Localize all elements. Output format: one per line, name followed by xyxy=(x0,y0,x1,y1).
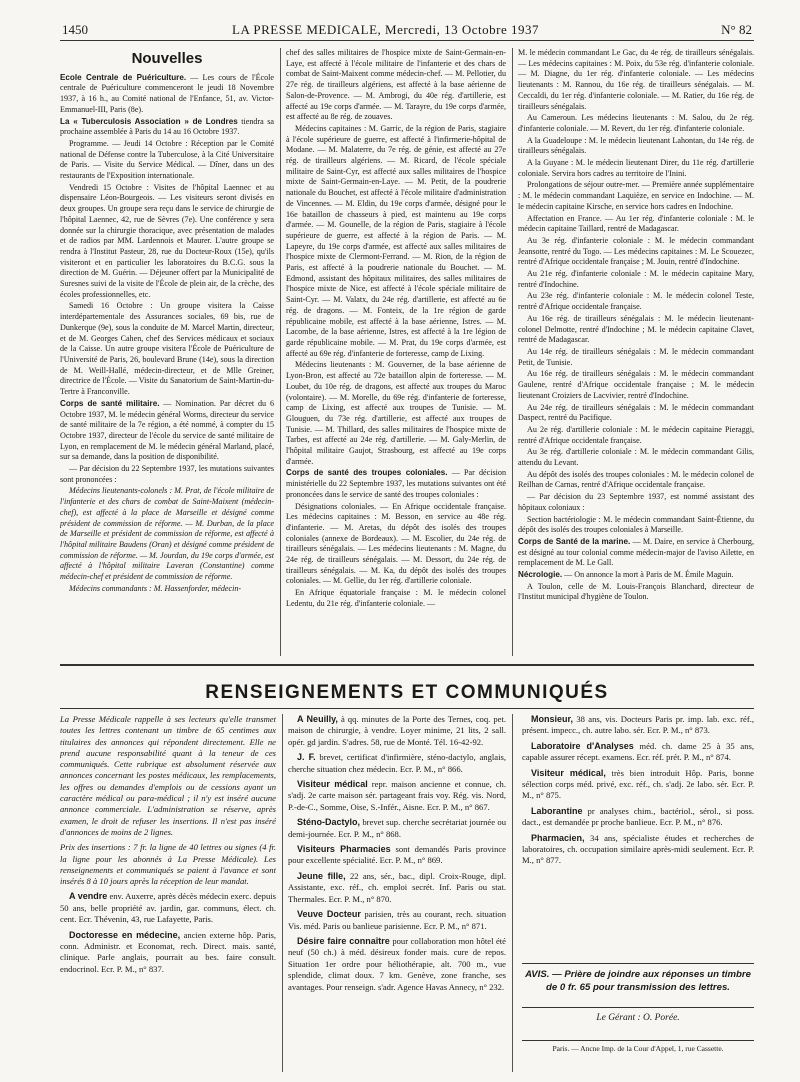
paragraph: — Par décision du 23 Septembre 1937, est nommé assistant des hôpitaux coloniaux : xyxy=(518,492,754,512)
classified-ad xyxy=(288,936,506,993)
paragraph: Médecins lieutenants-colonels : M. Prat, de l'école militaire de l'infanterie et des chars de combat de Saint-Maixent (médecin-chef), est affecté à la place de Marseille et désigné comme président de commission de réforme. — M. Durban, de la place de Marseille et président de commission de réforme, est affecté à l'hôpital militaire Baudens (Oran) et désigné comme président de commission de réforme. — M. Jourdan, du 19e corps d'armée, est affecté à l'hôpital militaire Laveran (Constantine) comme médecin-chef et président de commission de réforme. xyxy=(60,486,274,582)
column-2 xyxy=(286,48,506,656)
ad-text: parisien, très au courant, rech. situation Vis. méd. Paris ou banlieue parisienne. Ecr. P. M., n° 871. xyxy=(288,909,506,931)
paragraph: Au 2e rég. d'artillerie coloniale : M. le médecin capitaine Pieraggi, rentré d'Afrique occidentale française. xyxy=(518,424,754,445)
article-necrologie xyxy=(518,570,754,581)
classified-ad xyxy=(288,714,506,748)
ad-keyword: Visiteur médical, xyxy=(531,767,606,778)
column-3 xyxy=(518,48,754,656)
article-text: tiendra sa prochaine assemblée à Paris du 14 au 16 Octobre 1937. xyxy=(60,116,274,137)
article-ecole-puericulture xyxy=(60,73,274,116)
article-title: Corps de Santé de la marine. xyxy=(518,536,631,546)
ad-text: à qq. minutes de la Porte des Ternes, coq. pet. maison de chirurgie, à vendre. Loyer minime, 21 lits, 2 sall. opér. gd jardin. S'adres. 58, rue de Monté. Tél. 16-42-92. xyxy=(288,714,506,747)
article-title: Nécrologie. xyxy=(518,570,563,580)
ads-column-2 xyxy=(288,714,506,1072)
printer-imprint: Paris. — Ancne Imp. de la Cour d'Appel, 1, rue Cassette. xyxy=(522,1040,754,1053)
paragraph: Affectation en France. — Au 1er rég. d'infanterie coloniale : M. le médecin capitaine Taillard, rentré de Madagascar. xyxy=(518,213,754,234)
ad-keyword: Sténo-Dactylo, xyxy=(297,817,361,828)
ad-text: méd. ch. dame 25 à 35 ans, capable assurer récept. examens. Ecr. réf. prét. P. M., n° 874. xyxy=(522,740,754,763)
paragraph: En Afrique équatoriale française : M. le médecin colonel Ledentu, du 21e rég. d'infanterie coloniale. — xyxy=(286,588,506,608)
ad-text: 38 ans, vis. Docteurs Paris pr. imp. lab. exc. réf., présent. impecc., ch. autre labo. sér. Ecr. P. M., n° 873. xyxy=(522,714,754,736)
classified-ad xyxy=(522,833,754,867)
gerant-signature: Le Gérant : O. Porée. xyxy=(522,1007,754,1023)
ad-keyword: Jeune fille, xyxy=(297,870,346,881)
paragraph: — Par décision du 22 Septembre 1937, les mutations suivantes sont prononcées : xyxy=(60,464,274,484)
ad-keyword: Pharmacien, xyxy=(531,832,585,843)
paragraph: Programme. — Jeudi 14 Octobre : Réception par le Comité national de Défense contre la Tuberculose, à la Cité Universitaire de Paris. — Visite du Service Médical. — Dîner, dans un des restaurants de l'Exposition internationale. xyxy=(60,138,274,181)
paragraph: Au 3e rég. d'infanterie coloniale : M. le médecin commandant Jeansotte, rentré du Togo. — Les médecins capitaines : M. Le Scouezec, rentré d'Afrique occidentale française ; M. Jouin, rentré d'Indochine. xyxy=(518,235,754,267)
paragraph: Au 24e rég. de tirailleurs sénégalais : M. le médecin commandant Daspect, rentré du Pacifique. xyxy=(518,402,754,423)
article-title: La « Tuberculosis Association » de Londres xyxy=(60,116,238,126)
ad-keyword: Doctoresse en médecine, xyxy=(69,929,181,940)
ad-text: sont demandés Paris province pour excellente spécialité. Ecr. P. M., n° 869. xyxy=(288,844,506,866)
ad-text: 34 ans, spécialiste études et recherches de laboratoires, ch. occupation similaire après-midi seulement. Ecr. P. M., n° 877. xyxy=(522,832,754,866)
paragraph: Samedi 16 Octobre : Un groupe visitera la Caisse interdépartementale des Assurances sociales, 69 bis, rue de Dunkerque (9e), sous la conduite de M. Marcel Martin, directeur, et de M. Georges Cahen, chef des Services médicaux et sociaux de la Caisse. Un autre groupe visitera l'École de Puériculture de l'Université de Paris, 26, boulevard Brune (14e), sous la direction de M. Weill-Hallé, médecin-directeur, et de Mlle Greiner, directrice de l'École. — Visite du Sanatorium de Saint-Martin-du-Tertre à Franconville. xyxy=(60,301,274,397)
paragraph: Section bactériologie : M. le médecin commandant Saint-Étienne, du dépôt des isolés des troupes coloniales à Marseille. xyxy=(518,514,754,535)
ad-keyword: Laborantine xyxy=(531,805,583,816)
paragraph: Au Cameroun. Les médecins lieutenants : M. Salou, du 2e rég. d'infanterie coloniale. — M. Revert, du 1er rég. d'infanterie coloniale. xyxy=(518,113,754,133)
paragraph: A la Guyane : M. le médecin lieutenant Direr, du 11e rég. d'artillerie coloniale. Servira hors cadres au territoire de l'Inini. xyxy=(518,158,754,178)
paragraph: Au 14e rég. de tirailleurs sénégalais : M. le médecin commandant Petit, de Tunisie. xyxy=(518,346,754,367)
classified-ad xyxy=(288,779,506,813)
section-rule xyxy=(60,664,754,666)
paragraph: Au 16e rég. de tirailleurs sénégalais : M. le médecin commandant Gaulene, rentré d'Afrique occidentale française ; M. le médecin lieutenant Croiziers de Lacvivier, rentré d'Indochine. xyxy=(518,369,754,400)
article-troupes-coloniales xyxy=(286,468,506,500)
ad-text: brevet sup. cherche secrétariat journée ou demi-journée. Ecr. P. M., n° 868. xyxy=(288,817,506,839)
paragraph: Médecins capitaines : M. Garric, de la région de Paris, stagiaire à l'école supérieure de guerre, est affecté à l'infirmerie-hôpital de Modane. — M. Malaterre, du 7e rég. de génie, est affecté au 27e rég. de tirailleurs algériens. — M. Ricard, de l'école spéciale militaire de Saint-Cyr, est affecté aux salles militaires de l'hospice mixte de Saint-Germain-en-Laye. — M. Petit, de la poudrerie nationale du Bouchet, est affecté à l'école militaire d'administration de Vincennes. — M. Eldin, du 19e corps d'armée, désigné pour le 16e bataillon de chasseurs à pied, est maintenu au 19e corps d'armée. — M. Gounelle, de la région de Paris, stagiaire à l'école supérieure de guerre, est affecté à la région de Paris. — M. Lapeyre, du 19e corps d'armée, est affecté aux salles militaires de l'hospice mixte de Clermont-Ferrand. — M. Rion, de la région de Paris, est affecté à la poudrerie nationale du Bouchet. — M. Edmond, assistant des hôpitaux militaires, des salles militaires de l'hospice mixte de Nice, est affecté à l'école spéciale militaire de Saint-Cyr. — M. Valatx, du 24e rég. d'artillerie, est affecté au 6e rég. de dragons. — M. Fonteix, de la 1re région de garde républicaine mobile, est affecté à la base aérienne, Istres. — M. Lacombe, de la base aérienne, Istres, est affecté à la 1re légion de garde républicaine mobile. — M. Prat, du 19e corps d'armée, est affecté au 69e rég. d'infanterie de forteresse, camp de Lixing. xyxy=(286,123,506,358)
ad-keyword: Visiteur médical xyxy=(297,779,368,790)
ads-column-1 xyxy=(60,714,276,1069)
paragraph: Médecins commandants : M. Hassenforder, médecin- xyxy=(69,583,242,593)
article-text: — Les cours de l'École centrale de Puériculture commenceront le jeudi 18 Novembre 1937, à 16 h., au Comité national de l'Enfance, 51, av. Victor-Emmanuel-III, Paris (8e). xyxy=(60,72,274,114)
page-number: 1450 xyxy=(62,22,88,37)
ad-text: brevet, certificat d'infirmière, sténo-dactylo, anglais, cherche situation chez médecin. Ecr. P. M., n° 866. xyxy=(288,752,506,774)
header-rule xyxy=(60,40,754,41)
ad-text: repr. maison ancienne et connue, ch. s'adj. 2e carte maison sér. partageant frais voy. Rég. vis. Nord, P.-de-C., Somme, Oise, S.-Infér., Aisne. Ecr. P. M., n° 867. xyxy=(288,779,506,812)
paragraph: Désignations coloniales. — En Afrique occidentale française. Les médecins capitaines : M. Besson, en service au 48e rég. d'infanterie. — M. Aretas, du dépôt des isolés des troupes coloniales (annexe de Bordeaux). — M. Escolier, du 24e rég. de tirailleurs sénégalais. — Les médecins lieutenants : M. Magne, du 24e rég. de tirailleurs sénégalais. — M. Dessort, du 24e rég. de tirailleurs sénégalais. — M. Ka, du dépôt des isolés des troupes coloniales. — M. Gellie, du 1er rég. d'artillerie coloniale. xyxy=(286,501,506,586)
article-corps-sante-militaire xyxy=(60,399,274,463)
paragraph: M. le médecin commandant Le Gac, du 4e rég. de tirailleurs sénégalais. — Les médecins capitaines : M. Poix, du 53e rég. d'infanterie coloniale. — M. Diagne, du 1er rég. d'infanterie coloniale. — Les médecins lieutenants : M. Rannou, du 16e rég. de tirailleurs sénégalais. — M. Ceccaldi, du 1er rég. d'infanterie coloniale. — M. Ratier, du 16e rég. de tirailleurs sénégalais. xyxy=(518,48,754,111)
classified-ad xyxy=(288,844,506,867)
column-divider xyxy=(512,48,513,656)
article-tuberculosis xyxy=(60,117,274,138)
section-title-renseignements: RENSEIGNEMENTS ET COMMUNIQUÉS xyxy=(205,682,609,703)
classified-ad xyxy=(288,871,506,905)
article-text: — Par décision ministérielle du 22 Septembre 1937, les mutations suivantes ont été prononcées dans le service de santé des troupes coloniales : xyxy=(286,468,506,499)
paragraph: A la Guadeloupe : M. le médecin lieutenant Lahontan, du 14e rég. de tirailleurs sénégalais. xyxy=(518,135,754,156)
paragraph: A Toulon, celle de M. Louis-François Blanchard, directeur de l'Institut municipal d'hygiène de Toulon. xyxy=(518,581,754,602)
ad-keyword: A Neuilly, xyxy=(297,714,338,724)
ad-keyword: Monsieur, xyxy=(531,714,574,724)
ad-text: 22 ans, sér., bac., dipl. Croix-Rouge, dipl. Assistante, exc. réf., ch. emploi secrét. Inf. Paris ou stat. Thermales. Ecr. P. M., n° 870. xyxy=(288,870,506,904)
paragraph: Au 23e rég. d'infanterie coloniale : M. le médecin colonel Teste, rentré d'Afrique occidentale française. xyxy=(518,291,754,312)
article-text: — Nomination. Par décret du 6 Octobre 1937, M. le médecin général Worms, directeur du service de santé militaire de la 7e région, a été nommé, à compter du 15 Octobre 1937, directeur de l'école du service de santé militaire de Lyon, en remplacement de M. le médecin général Marland, placé, sur sa demande, dans la position de disponibilité. xyxy=(60,398,274,462)
article-sante-marine xyxy=(518,537,754,569)
column-divider xyxy=(512,714,513,1072)
ads-prices: Prix des insertions : 7 fr. la ligne de 40 lettres ou signes (4 fr. la ligne pour les abonnés à La Presse Médicale). Les renseignements et communiqués se paient à l'avance et sont insérés 8 à 10 jours après la réception de leur mandat. xyxy=(60,842,276,887)
article-text: — M. Daire, en service à Cherbourg, est désigné au tour colonial comme médecin-major de l'aviso Ailette, en remplacement de M. Le Gall. xyxy=(518,536,754,568)
ad-keyword: Désire faire connaître xyxy=(297,935,390,946)
ad-keyword: Veuve Docteur xyxy=(297,909,361,920)
article-title: Corps de santé des troupes coloniales. xyxy=(286,468,448,478)
ad-text: très bien introduit Hôp. Paris, bonne sélection corps méd. privé, exc. réf., ch. s'adj. 2e labo. sér. Ecr. P. M., n° 875. xyxy=(522,767,754,801)
paragraph: Au 16e rég. de tirailleurs sénégalais : M. le médecin lieutenant-colonel Delmotte, rentré d'Indochine ; M. le médecin capitaine Clavet, rentré de Madagascar. xyxy=(518,313,754,345)
ads-intro: La Presse Médicale rappelle à ses lecteurs qu'elle transmet toutes les lettres contenant un timbre de 65 centimes aux titulaires des annonces qui répondent directement. Elle ne prend aucune responsabilité quant à la teneur de ces communiqués. Cette rubrique est absolument réservée aux annonces concernant les postes médicaux, les remplacements, les offres ou demandes d'emplois ou de cessions ayant un caractère médical ou para-médical ; il n'y est inséré aucune annonce commerciale. L'administration se réserve, après examen, le droit de refuser les insertions. Il n'est pas inséré d'annonces de moins de 2 lignes. xyxy=(60,714,276,837)
classified-ad xyxy=(522,741,754,764)
classified-ad xyxy=(522,714,754,737)
ad-text: env. Auxerre, après décès médecin exerc. depuis 50 ans, belle propriété av. jardin, gar. communs, élect. ch. cent. Ecr. Thévenin, 43, rue Lafayette, Paris. xyxy=(60,891,276,925)
ad-keyword: Laboratoire d'Analyses xyxy=(531,740,634,751)
ad-keyword: J. F. xyxy=(297,752,316,763)
article-title: Corps de santé militaire. xyxy=(60,398,160,408)
ad-keyword: Visiteurs Pharmacies xyxy=(297,844,391,855)
ad-text: pr analyses chim., bactériol., sérol., si poss. dact., est demandée pr proche banlieue. Ecr. P. M., n° 876. xyxy=(522,805,754,828)
classified-ad xyxy=(288,909,506,932)
paragraph: Au dépôt des isolés des troupes coloniales : M. le médecin colonel de Reilhan de Carnas, rentré d'Afrique occidentale française. xyxy=(518,469,754,490)
ads-column-3 xyxy=(522,714,754,959)
column-divider xyxy=(282,714,283,1072)
section-heading-nouvelles: Nouvelles xyxy=(131,50,203,67)
article-text: — On annonce la mort à Paris de M. Émile Maguin. xyxy=(562,570,734,580)
article-title: Ecole Centrale de Puériculture. xyxy=(60,72,187,82)
classified-ad xyxy=(522,806,754,829)
issue-number: N° 82 xyxy=(721,22,752,37)
classified-ad xyxy=(60,930,276,976)
ad-keyword: A vendre xyxy=(69,891,108,902)
classified-ad xyxy=(288,752,506,775)
paragraph: Vendredi 15 Octobre : Visites de l'hôpital Laennec et au dispensaire Léon-Bourgeois. — Les visiteurs seront divisés en deux groupes. Un groupe sera reçu dans le service de chirurgie de l'hôpital Laennec, 42, rue de Sèvres (7e). Une conférence y sera donnée sur la chirurgie thoracique, avec présentation de malades et de radios par MM. Lardennois et Maurer. L'autre groupe se rendra à l'Institut Pasteur, 28, rue du Docteur-Roux (15e), qu'ils visiteront et en particulier les laboratoires du B.C.G. sous la direction de M. Guérin. — Déjeuner offert par la Municipalité de Suresnes suivi de la visite de l'École de plein air, de la crèche, des écoles professionnelles, etc. xyxy=(60,182,274,299)
column-divider xyxy=(280,48,281,656)
paragraph: Au 21e rég. d'infanterie coloniale : M. le médecin capitaine Mary, rentré d'Indochine. xyxy=(518,269,754,289)
paragraph: Prolongations de séjour outre-mer. — Première année supplémentaire : M. le médecin commandant Laquièze, en service en Indochine. — M. le médecin capitaine Kirsche, en service hors cadres en Indochine. xyxy=(518,180,754,211)
avis-notice: AVIS. — Prière de joindre aux réponses un timbre de 0 fr. 65 pour transmission des lettres. xyxy=(522,963,754,994)
ad-text: pour collaboration mon hôtel été neuf (50 ch.) à méd. désireux fonder mais. cure de repos. Situation 1er ordre pour héliothérapie, alt. 700 m., vue splendide, climat doux. 7 km. Genève, zone franche, ses avantages. Pour renseign. s'adr. Agence Havas Annecy, n° 232. xyxy=(288,935,506,992)
paragraph: Au 3e rég. d'artillerie coloniale : M. le médecin commandant Gilis, attendu du Levant. xyxy=(518,447,754,468)
running-header xyxy=(62,22,752,40)
paragraph: chef des salles militaires de l'hospice mixte de Saint-Germain-en-Laye, est affecté à l'école militaire de l'infanterie et des chars de combat de Saint-Maixent comme médecin-chef. — M. Pellotier, du 27e rég. de tirailleurs algériens, est affecté à la base aérienne de Salon-de-Provence. — M. Ambrogi, du 40e rég. d'artillerie, est affecté au 19e corps d'armée. — M. Tarayre, du 19e corps d'armée, est affecté au 8e rég. de zouaves. xyxy=(286,48,506,122)
publication-title: LA PRESSE MEDICALE, Mercredi, 13 Octobre 1937 xyxy=(232,22,540,37)
section-rule xyxy=(60,708,754,709)
classified-ad xyxy=(60,891,276,925)
column-1 xyxy=(60,48,274,656)
classified-ad xyxy=(522,768,754,802)
classified-ad xyxy=(288,817,506,840)
ad-text: ancien externe hôp. Paris, conn. Administr. et Economat, rech. Direct. mais. santé, clinique. Parle anglais, pourrait au bes. faire consult. endocrinol. Ecr. P. M., n° 837. xyxy=(60,929,276,974)
paragraph: Médecins lieutenants : M. Gouverner, de la base aérienne de Lyon-Bron, est affecté au 72e bataillon alpin de forteresse. — M. Loubet, du 10e rég. de dragons, est affecté aux troupes du Maroc (volontaire). — M. Morelle, du 69e rég. d'infanterie de forteresse, camp de Lixing, est affecté aux troupes de Tunisie. — M. Glouguen, du 73e rég. d'artillerie, est affecté aux troupes de Tunisie. — M. Thillard, des salles militaires de l'hospice mixte de Tarbes, est affecté au 24e rég. d'artillerie. — M. Galy-Merlin, de l'hôpital militaire Gaujot, Strasbourg, est affecté au 19e corps d'armée. xyxy=(286,360,506,466)
